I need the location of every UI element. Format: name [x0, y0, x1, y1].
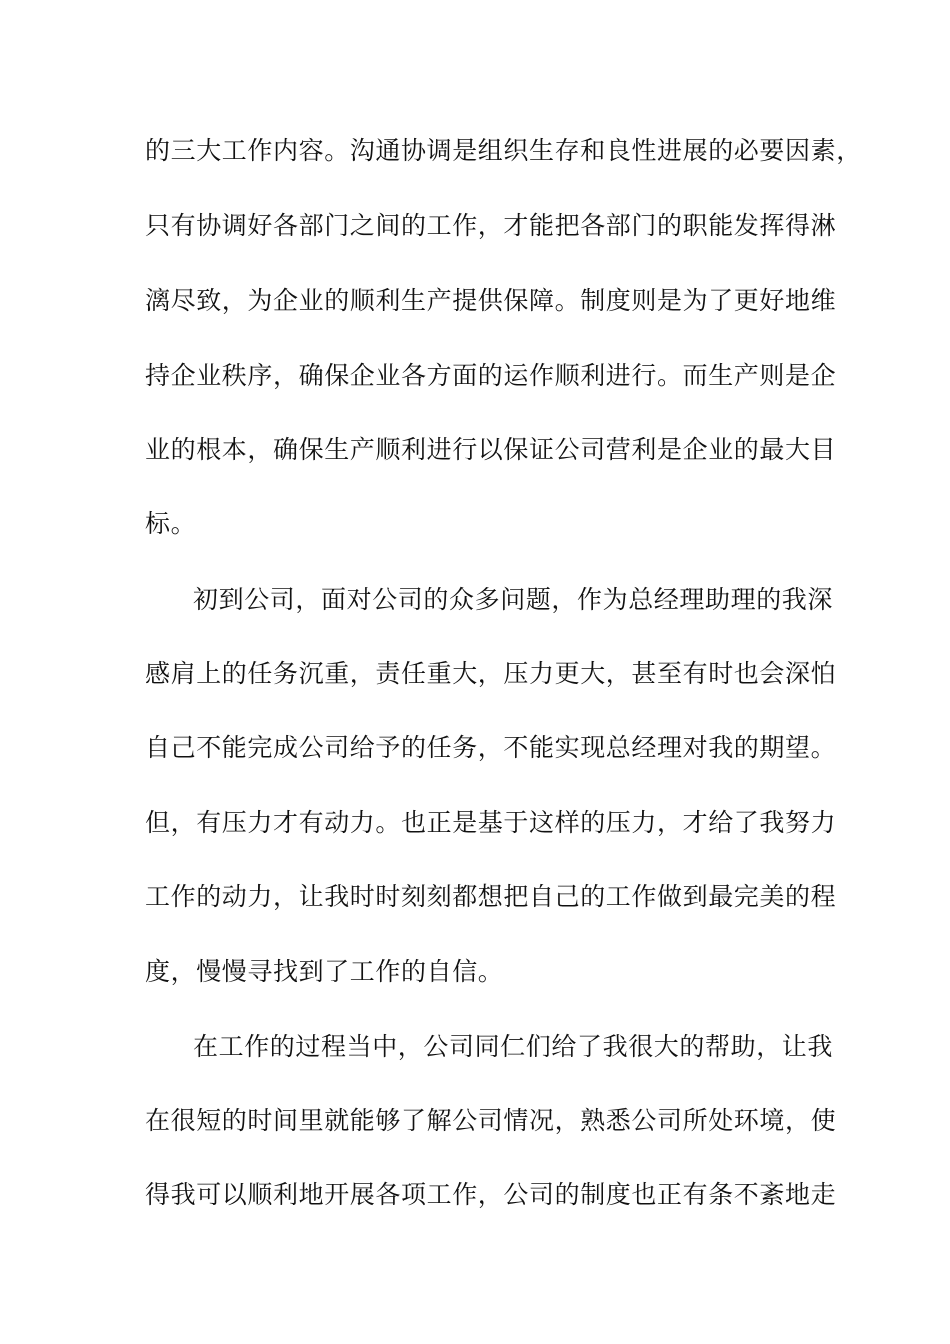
paragraph-line: 自己不能完成公司给予的任务，不能实现总经理对我的期望。 [145, 733, 837, 762]
paragraph-line: 工作的动力，让我时时刻刻都想把自己的工作做到最完美的程 [145, 882, 837, 911]
paragraph-line: 感肩上的任务沉重，责任重大，压力更大，甚至有时也会深怕 [145, 659, 837, 688]
paragraph-line: 业的根本，确保生产顺利进行以保证公司营利是企业的最大目 [145, 435, 837, 464]
paragraph-line: 但，有压力才有动力。也正是基于这样的压力，才给了我努力 [145, 808, 837, 837]
paragraph-line: 标。 [145, 509, 197, 538]
paragraph-line: 的三大工作内容。沟通协调是组织生存和良性进展的必要因素， [145, 136, 862, 165]
paragraph-line: 在工作的过程当中，公司同仁们给了我很大的帮助，让我 [193, 1032, 834, 1061]
paragraph-line: 初到公司，面对公司的众多问题，作为总经理助理的我深 [193, 585, 834, 614]
paragraph-line: 在很短的时间里就能够了解公司情况，熟悉公司所处环境，使 [145, 1106, 837, 1135]
paragraph-line: 持企业秩序，确保企业各方面的运作顺利进行。而生产则是企 [145, 361, 837, 390]
paragraph-line: 漓尽致，为企业的顺利生产提供保障。制度则是为了更好地维 [145, 286, 837, 315]
paragraph-line: 度，慢慢寻找到了工作的自信。 [145, 957, 504, 986]
paragraph-line: 只有协调好各部门之间的工作，才能把各部门的职能发挥得淋 [145, 211, 837, 240]
paragraph-line: 得我可以顺利地开展各项工作，公司的制度也正有条不紊地走 [145, 1180, 837, 1209]
